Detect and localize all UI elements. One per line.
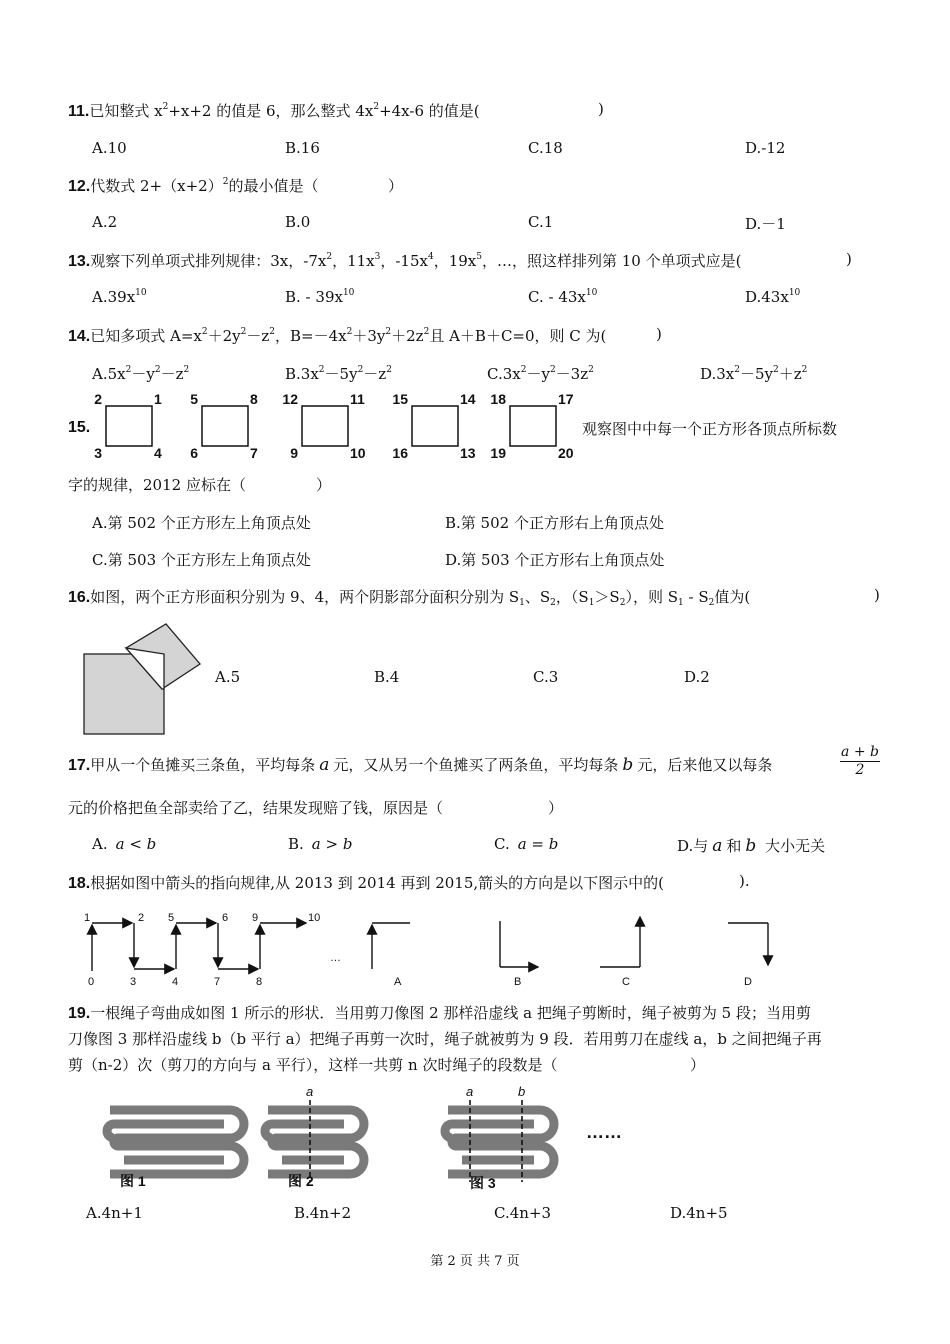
seq-label: 7 xyxy=(214,976,221,988)
option-a: A.2 xyxy=(92,213,118,231)
seq-label: 2 xyxy=(138,912,145,924)
rope xyxy=(445,1124,452,1138)
vertex-label: 4 xyxy=(154,445,162,460)
fraction-a-plus-b-over-2: a + b 2 xyxy=(841,744,879,778)
overlapping-squares-figure xyxy=(80,612,210,738)
square-3 xyxy=(302,406,348,446)
vertex-label: 12 xyxy=(282,392,298,407)
choice-label-c: C xyxy=(622,976,630,988)
option-c: C.1 xyxy=(528,213,554,231)
question-19-line1: 19.一根绳子弯曲成如图 1 所示的形状．当用剪刀像图 2 那样沿虚线 a 把绳子剪断时，绳子被剪为 5 段；当用剪 xyxy=(68,1004,811,1022)
choice-label-b: B xyxy=(514,976,522,988)
question-16-stem: 16.如图，两个正方形面积分别为 9、4，两个阴影部分面积分别为 $S_1$、$S_2$，$(S_1>S_2)$，则 $S_1 - S_2$值为( xyxy=(68,588,751,608)
vertex-label: 15 xyxy=(392,392,408,407)
square-4 xyxy=(412,406,458,446)
vertex-label: 14 xyxy=(460,392,476,407)
option-d: D.－1 xyxy=(745,215,786,233)
line-b-label: b xyxy=(518,1084,526,1099)
paren-close: ） xyxy=(548,799,564,817)
square-1 xyxy=(106,406,152,446)
seq-label: 4 xyxy=(172,976,179,988)
option-a: A.4n+1 xyxy=(86,1204,143,1222)
choice-label-d: D xyxy=(744,976,752,988)
option-c: C.18 xyxy=(528,139,563,157)
option-d: D.4n+5 xyxy=(670,1204,728,1222)
option-c: C.4n+3 xyxy=(494,1204,552,1222)
question-number: 12. xyxy=(68,178,91,195)
vertex-label: 3 xyxy=(94,445,102,460)
seq-label: 10 xyxy=(308,912,321,924)
option-c: $C.3x^2-y^2-3z^2$ xyxy=(487,365,594,383)
option-d: $D.43x^{10}$ xyxy=(745,288,801,306)
paren-close: ) xyxy=(846,250,852,268)
option-d: D.第 503 个正方形右上角顶点处 xyxy=(445,551,665,569)
option-d: D.与 a 和 b 大小无关 xyxy=(677,836,826,856)
line-a-label: a xyxy=(466,1084,474,1099)
option-c: C.3 xyxy=(533,668,559,686)
line-a-label: a xyxy=(306,1084,314,1099)
rope xyxy=(107,1124,114,1138)
choice-label-a: A xyxy=(394,976,402,988)
option-b: B.4n+2 xyxy=(294,1204,352,1222)
vertex-label: 19 xyxy=(490,445,506,460)
seq-label: 8 xyxy=(256,976,263,988)
rope xyxy=(265,1124,272,1138)
paren-close: ） xyxy=(316,476,332,494)
question-18-stem: 18.根据如图中箭头的指向规律,从 2013 到 2014 再到 2015,箭头的方向是以下图示中的( xyxy=(68,874,665,892)
question-number: 14. xyxy=(68,328,91,345)
question-11-stem: 11.已知整式 $x^2+x+2$ 的值是 6，那么整式 $4x^2+4x-6$ 的值是( xyxy=(68,102,480,120)
vertex-label: 7 xyxy=(250,445,258,460)
paren-close: ) xyxy=(598,100,604,118)
vertex-label: 9 xyxy=(290,445,298,460)
seq-label: 3 xyxy=(130,976,137,988)
figure-1-label: 图 1 xyxy=(120,1173,146,1189)
vertex-label: 2 xyxy=(94,392,102,407)
option-b: B.16 xyxy=(285,139,320,157)
option-a: A.5 xyxy=(215,668,241,686)
question-number: 18. xyxy=(68,875,91,892)
paren-close: ) xyxy=(656,325,662,343)
option-c: C. a = b xyxy=(494,835,559,853)
option-b: B. - $39x^{10}$ xyxy=(285,288,355,306)
ellipsis: …… xyxy=(586,1122,622,1142)
seq-label: 9 xyxy=(252,912,259,924)
question-number: 11. xyxy=(68,103,90,120)
option-a: $A.39x^{10}$ xyxy=(92,288,147,306)
paren-close: ） xyxy=(690,1056,706,1074)
option-a: A. a < b xyxy=(92,835,157,853)
option-d: D.-12 xyxy=(745,139,786,157)
option-d: D.2 xyxy=(684,668,710,686)
option-a: A.10 xyxy=(92,139,127,157)
figure-2-label: 图 2 xyxy=(288,1173,314,1189)
vertex-squares-figure xyxy=(88,392,588,460)
seq-label: 1 xyxy=(84,912,91,924)
vertex-label: 6 xyxy=(190,445,198,460)
question-17-stem-cont: 元的价格把鱼全部卖给了乙，结果发现赔了钱，原因是（ xyxy=(68,799,444,817)
question-number: 15. xyxy=(68,419,91,436)
vertex-label: 11 xyxy=(350,392,365,407)
option-a: A.第 502 个正方形左上角顶点处 xyxy=(92,514,311,532)
option-b: B.第 502 个正方形右上角顶点处 xyxy=(445,514,664,532)
vertex-label: 10 xyxy=(350,445,366,460)
option-b: $B.3x^2-5y^2-z^2$ xyxy=(285,365,392,383)
vertex-label: 1 xyxy=(154,392,162,407)
page-footer: 第 2 页 共 7 页 xyxy=(430,1254,520,1269)
option-b: B.4 xyxy=(374,668,400,686)
paren-close: ) xyxy=(874,586,880,604)
figure-3-label: 图 3 xyxy=(470,1175,496,1191)
option-d: $D.3x^2-5y^2+z^2$ xyxy=(700,365,808,383)
vertex-label: 18 xyxy=(490,392,506,407)
question-15-stem: 观察图中中每一个正方形各顶点所标数 xyxy=(582,420,838,438)
seq-label: 6 xyxy=(222,912,229,924)
option-b: B. a > b xyxy=(288,835,353,853)
option-a: $A.5x^2-y^2-z^2$ xyxy=(92,365,190,383)
vertex-label: 13 xyxy=(460,445,476,460)
question-15-stem-cont: 字的规律，2012 应标在（ xyxy=(68,476,246,494)
seq-label: 0 xyxy=(88,976,95,988)
question-13-stem: 13.观察下列单项式排列规律：3x，$-7x^2$，$11x^3$，$-15x^4$，$19x^5$，…，照这样排列第 10 个单项式应是( xyxy=(68,252,742,270)
square-5 xyxy=(510,406,556,446)
seq-label: 5 xyxy=(168,912,175,924)
question-number: 13. xyxy=(68,253,91,270)
question-19-line2: 刀像图 3 那样沿虚线 b（b 平行 a）把绳子再剪一次时，绳子就被剪为 9 段．若用剪刀在虚线 a，b 之间把绳子再 xyxy=(68,1030,822,1048)
square-2 xyxy=(202,406,248,446)
question-number: 19. xyxy=(68,1005,91,1022)
vertex-label: 17 xyxy=(558,392,574,407)
question-17-stem: 17.甲从一个鱼摊买三条鱼，平均每条 a 元，又从另一个鱼摊买了两条鱼，平均每条 b 元，后来他又以每条 xyxy=(68,755,773,775)
question-19-line3: 剪（n-2）次（剪刀的方向与 a 平行），这样一共剪 n 次时绳子的段数是（ xyxy=(68,1056,558,1074)
question-number: 17. xyxy=(68,757,91,774)
vertex-label: 5 xyxy=(190,392,198,407)
vertex-label: 8 xyxy=(250,392,258,407)
rope-figures xyxy=(100,1082,640,1192)
paren-close: ） xyxy=(388,177,404,195)
vertex-label: 20 xyxy=(558,445,574,460)
option-c: C.第 503 个正方形左上角顶点处 xyxy=(92,551,311,569)
vertex-label: 16 xyxy=(392,445,408,460)
option-c: C. - $43x^{10}$ xyxy=(528,288,598,306)
paren-close: ). xyxy=(739,872,750,890)
question-14-stem: 14.已知多项式 $A=x^2+2y^2-z^2$，$B=-4x^2+3y^2+2z^2$且 A＋B＋C=0，则 C 为( xyxy=(68,327,607,345)
question-number: 16. xyxy=(68,589,91,606)
question-12-stem: 12.代数式 $2+(x+2)^2$的最小值是（ xyxy=(68,177,319,195)
option-b: B.0 xyxy=(285,213,311,231)
ellipsis: … xyxy=(330,952,341,964)
arrow-pattern-figure xyxy=(80,905,800,990)
